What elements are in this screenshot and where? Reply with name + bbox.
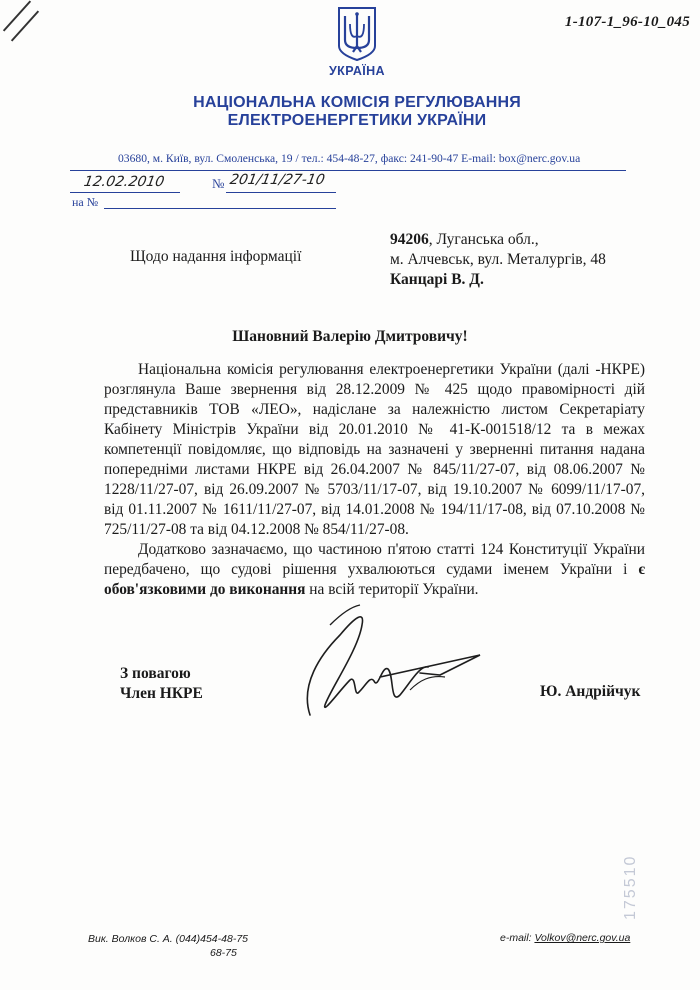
executor-info — [88, 932, 248, 960]
recipient-line1 — [390, 230, 606, 250]
signature-block — [120, 664, 203, 704]
signer-position: Член НКРЕ — [120, 685, 203, 702]
registration-date: 12.02.2010 — [82, 174, 166, 190]
letterhead-country: УКРАЇНА — [329, 64, 385, 78]
paragraph-2-emphasis: є обов'язковими до виконання — [104, 561, 645, 598]
letterhead-rule — [70, 170, 626, 171]
executor-extension: 68-75 — [210, 947, 237, 959]
handwritten-signature — [270, 595, 490, 745]
body-paragraph-2 — [104, 540, 645, 600]
letter-body — [104, 360, 645, 600]
reply-to-label: на № — [72, 195, 99, 209]
date-line — [70, 192, 180, 193]
recipient-line2: м. Алчевськ, вул. Металургів, 48 — [390, 251, 606, 268]
incoming-stamp-number: 175510 — [622, 854, 639, 920]
org-name-line2: ЕЛЕКТРОЕНЕРГЕТИКИ УКРАЇНИ — [227, 112, 487, 129]
executor-email-block — [500, 932, 630, 944]
trident-emblem-icon — [336, 6, 378, 62]
paragraph-2-start: Додатково зазначаємо, що частиною п'ятою статті 124 Конституції України передбачено, що судові рішення ухвалюються судами іменем України і — [104, 541, 645, 578]
recipient-name: Канцарі В. Д. — [390, 271, 484, 288]
recipient-region: , Луганська обл., — [428, 231, 539, 248]
org-name-line1: НАЦІОНАЛЬНА КОМІСІЯ РЕГУЛЮВАННЯ — [193, 94, 521, 111]
recipient-postcode: 94206 — [390, 231, 429, 248]
closing-phrase: З повагою — [120, 665, 191, 682]
recipient-address — [390, 230, 606, 290]
executor-email-link[interactable]: Volkov@nerc.gov.ua — [534, 932, 631, 944]
registration-number-label: № — [212, 176, 225, 191]
paragraph-2-end: на всій території України. — [305, 581, 479, 598]
email-label: e-mail: — [500, 932, 535, 944]
body-paragraph-1: Національна комісія регулювання електроенергетики України (далі -НКРЕ) розглянула Ваше звернення від 28.12.2009 № 425 щодо правомірності дій представників ТОВ «ЛЕО», надіслане за належністю листом Секретаріату Кабінету Міністрів України від 20.01.2010 № 41-К-001518/12 та в межах компетенції повідомляє, що відповідь на зазначені у зверненні питання надана попередніми листами НКРЕ від 26.04.2007 № 845/11/27-07, від 08.06.2007 № 1228/11/27-07, від 26.09.2007 № 5703/11/17-07, від 19.10.2007 № 6099/11/17-07, від 01.11.2007 № 1611/11/27-07, від 14.01.2008 № 194/11/17-08, від 07.10.2008 № 725/11/27-08 та від 04.12.2008 № 854/11/27-08. — [104, 361, 645, 538]
salutation: Шановний Валерію Дмитровичу! — [232, 328, 468, 345]
letterhead-contacts: 03680, м. Київ, вул. Смоленська, 19 / тел.: 454-48-27, факс: 241-90-47 E-mail: box@nerc.gov.ua — [118, 152, 581, 165]
scan-mark — [3, 0, 31, 31]
signer-name: Ю. Андрійчук — [540, 683, 641, 700]
document-code: 1-107-1_96-10_045 — [564, 14, 690, 30]
reply-to-line — [104, 208, 336, 209]
letterhead-organization — [0, 94, 700, 130]
number-line — [226, 192, 336, 193]
letter-subject: Щодо надання інформації — [130, 248, 302, 265]
registration-number: 201/11/27-10 — [228, 172, 327, 188]
executor-name-phone: Вик. Волков С. А. (044)454-48-75 — [88, 933, 249, 945]
